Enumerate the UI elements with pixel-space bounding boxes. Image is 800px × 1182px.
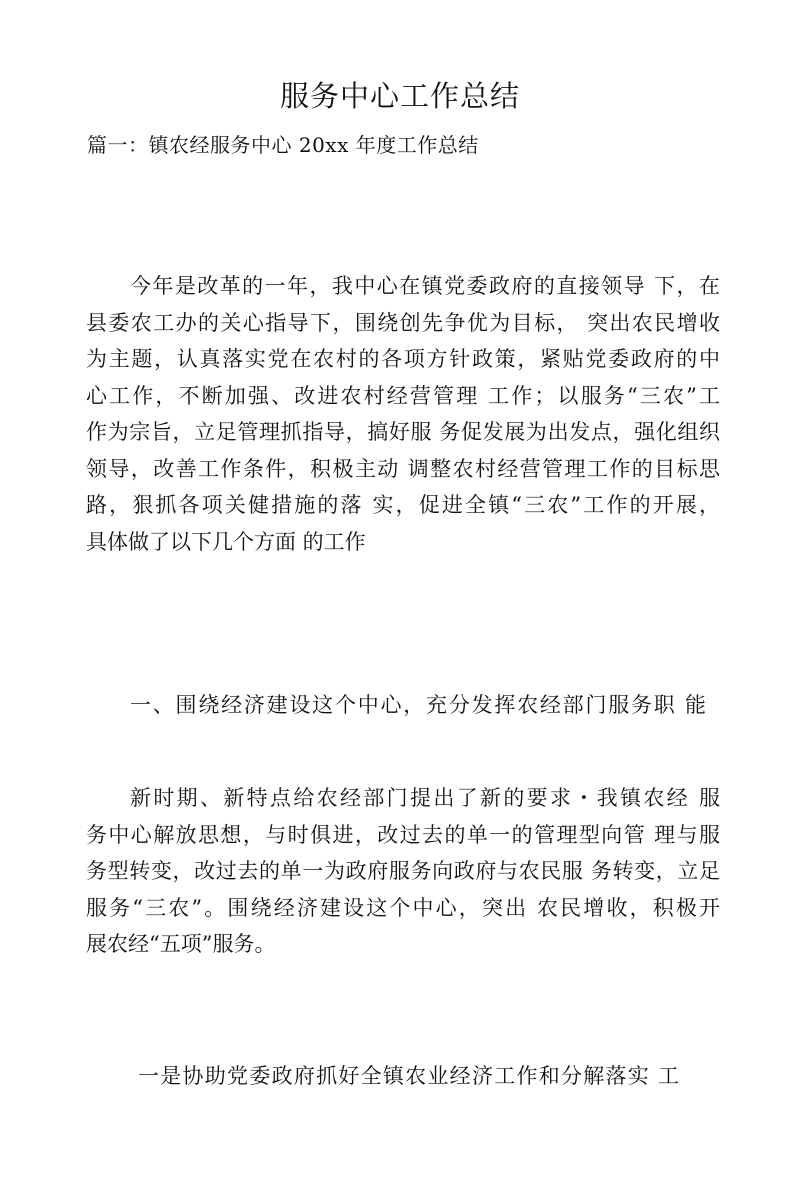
paragraph-line: 务中心解放思想，与时俱进，改过去的单一的管理型向管 理与服 — [86, 822, 720, 847]
paragraph-intro — [86, 268, 720, 560]
paragraph-line: 路，狠抓各项关健措施的落 实，促进全镇“三农”工作的开展， — [86, 493, 720, 517]
paragraph-line: 展农经“五项”服务。 — [86, 932, 276, 956]
paragraph-line: 心工作，不断加强、改进农村经营管理 工作；以服务“三农”工 — [86, 383, 720, 408]
paragraph-line: 领导，改善工作条件，积极主动 调整农村经营管理工作的目标思 — [86, 456, 720, 481]
document-subtitle: 篇一：镇农经服务中心 20xx 年度工作总结 — [87, 133, 479, 157]
paragraph-line: 作为宗旨，立足管理抓指导，搞好服 务促发展为出发点，强化组织 — [86, 420, 720, 444]
paragraph-services — [86, 780, 720, 963]
section-heading-text: 一、围绕经济建设这个中心，充分发挥农经部门服务职 能 — [130, 693, 706, 717]
section-heading-1 — [86, 687, 720, 724]
paragraph-line: 县委农工办的关心指导下，围绕创先争优为目标， 突出农民增收 — [86, 310, 720, 335]
paragraph-line: 具体做了以下几个方面 的工作 — [86, 529, 366, 554]
paragraph-point-one — [86, 1058, 720, 1095]
paragraph-line: 服务“三农”。围绕经济建设这个中心，突出 农民增收，积极开 — [86, 895, 720, 920]
paragraph-line: 务型转变，改过去的单一为政府服务向政府与农民服 务转变，立足 — [86, 859, 720, 883]
document-title: 服务中心工作总结 — [279, 79, 520, 113]
paragraph-line: 为主题，认真落实党在农村的各项方针政策，紧贴党委政府的中 — [86, 347, 720, 371]
paragraph-line: 一是协助党委政府抓好全镇农业经济工作和分解落实 工 — [138, 1064, 679, 1088]
paragraph-line: 今年是改革的一年，我中心在镇党委政府的直接领导 下，在 — [130, 274, 720, 298]
paragraph-line: 新时期、新特点给农经部门提出了新的要求・我镇农经 服 — [130, 786, 720, 810]
